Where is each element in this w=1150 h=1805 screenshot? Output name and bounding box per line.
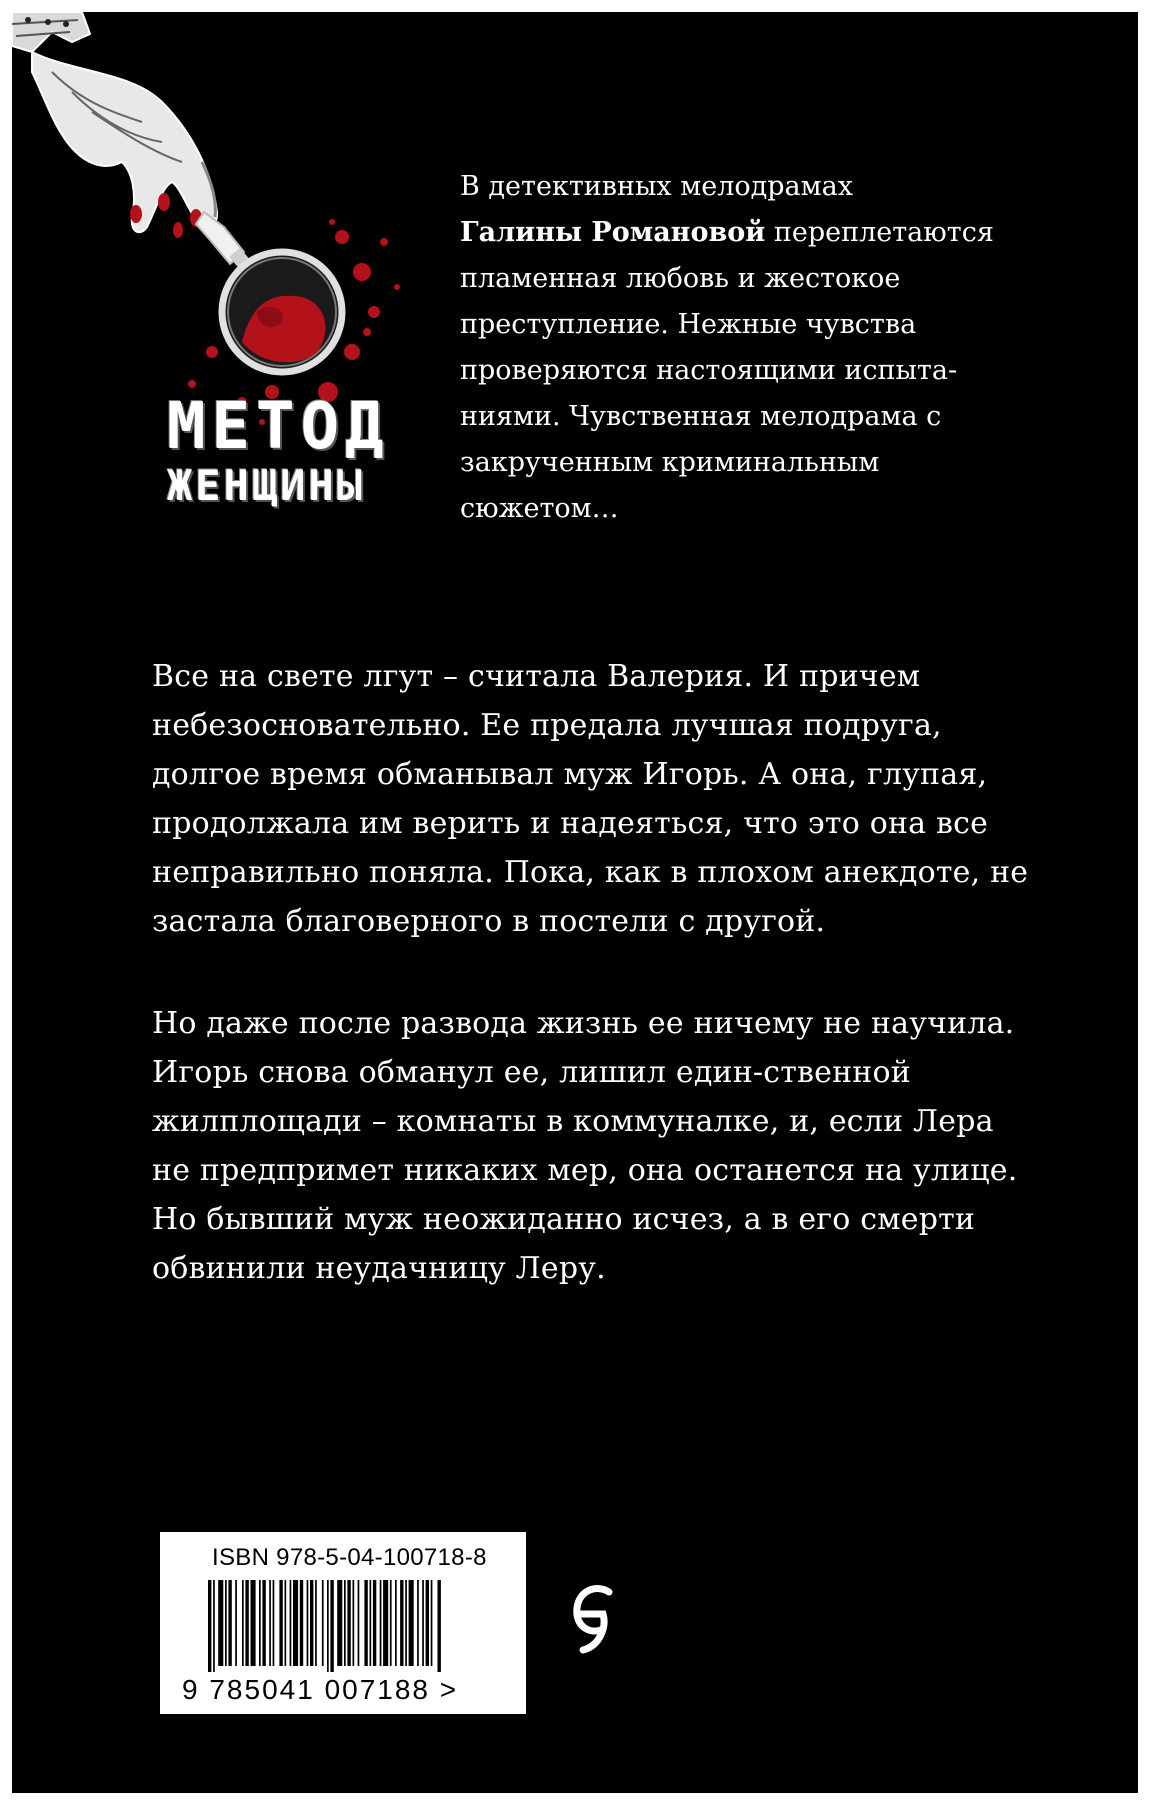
barcode-bar (364, 1580, 367, 1666)
barcode-digits: 9 785041 007188 > (182, 1674, 459, 1705)
barcode-bar (269, 1580, 271, 1666)
barcode-bar (322, 1580, 324, 1666)
barcode-bar (290, 1580, 292, 1666)
barcode-bar (422, 1580, 424, 1666)
barcode-bar (327, 1580, 329, 1672)
barcode-bar (347, 1580, 350, 1666)
barcode-bar (208, 1580, 211, 1672)
barcode-bar (426, 1580, 429, 1666)
barcode-bar (344, 1580, 346, 1666)
barcode-bar (358, 1580, 360, 1666)
lace-cuff-icon (12, 12, 90, 52)
barcode-bar (395, 1580, 397, 1666)
barcode-bar (390, 1580, 392, 1666)
barcode-bar (235, 1580, 237, 1666)
synopsis-paragraph-2: Но даже после развода жизнь ее ничему не научила. Игорь снова обманул ее, лишил един-ственной жилплощади – комнаты в коммуналке, и, если Лера не предпримет никаких мер, она останется на улице. Но бывший муж неожиданно исчез, а в его смерти обвинили неудачницу Леру. (152, 1006, 1018, 1286)
barcode-bar (417, 1580, 419, 1666)
series-description (460, 164, 1020, 532)
barcode-bar (293, 1580, 298, 1666)
barcode-bar (315, 1580, 317, 1666)
barcode-bar (242, 1580, 244, 1666)
barcode-bar (400, 1580, 403, 1666)
barcode-bars (208, 1580, 508, 1672)
barcode-bar (380, 1580, 382, 1666)
barcode-bar (310, 1580, 313, 1666)
intro-lead: В детективных мелодрамах (460, 171, 853, 202)
hand-icon (32, 52, 217, 238)
barcode-bar (245, 1580, 248, 1666)
barcode-bar (225, 1580, 227, 1666)
author-name: Галины Романовой (460, 217, 766, 248)
barcode-bar (279, 1580, 282, 1666)
back-cover (12, 12, 1138, 1793)
barcode-bar (409, 1580, 414, 1666)
barcode-bar (259, 1580, 261, 1666)
barcode-bar (285, 1580, 287, 1666)
barcode-bar (330, 1580, 333, 1672)
barcode-bar (405, 1580, 407, 1666)
barcode-bar (218, 1580, 223, 1666)
isbn-label: ISBN 978-5-04-100718-8 (212, 1544, 487, 1571)
barcode-bar (383, 1580, 388, 1666)
barcode-bar (262, 1580, 265, 1666)
barcode-bar (370, 1580, 372, 1666)
series-title-line1: МЕТОД (167, 390, 390, 464)
book-synopsis (152, 652, 1032, 1346)
series-title (167, 392, 467, 510)
barcode-bar (228, 1580, 231, 1666)
synopsis-paragraph-1: Все на свете лгут – считала Валерия. И причем небезосновательно. Ее предала лучшая подруга, долгое время обманывал муж Игорь. А она, глупая, продолжала им верить и надеяться, что это она все неправильно поняла. Пока, как в плохом анекдоте, не застала благоверного в постели с другой. (152, 659, 1029, 939)
magnifying-glass-icon (222, 252, 342, 372)
barcode-bar (251, 1580, 256, 1666)
barcode-bar (438, 1580, 441, 1672)
barcode-bar (273, 1580, 275, 1666)
barcode-bar (373, 1580, 376, 1666)
intro-rest: переплетаются пламенная любовь и жестокое преступление. Нежные чувства проверяются настоящими испыта-ниями. Чувственная мелодрама с закрученным криминальным сюжетом… (460, 217, 994, 524)
isbn-barcode (160, 1532, 526, 1714)
barcode-bar (337, 1580, 342, 1666)
barcode-bar (300, 1580, 303, 1666)
barcode-bar (307, 1580, 309, 1666)
series-title-line2: ЖЕНЩИНЫ (167, 461, 366, 510)
barcode-bar (353, 1580, 355, 1666)
eksmo-logo-icon (569, 1580, 619, 1656)
barcode-bar (213, 1580, 215, 1672)
barcode-bar (431, 1580, 433, 1666)
